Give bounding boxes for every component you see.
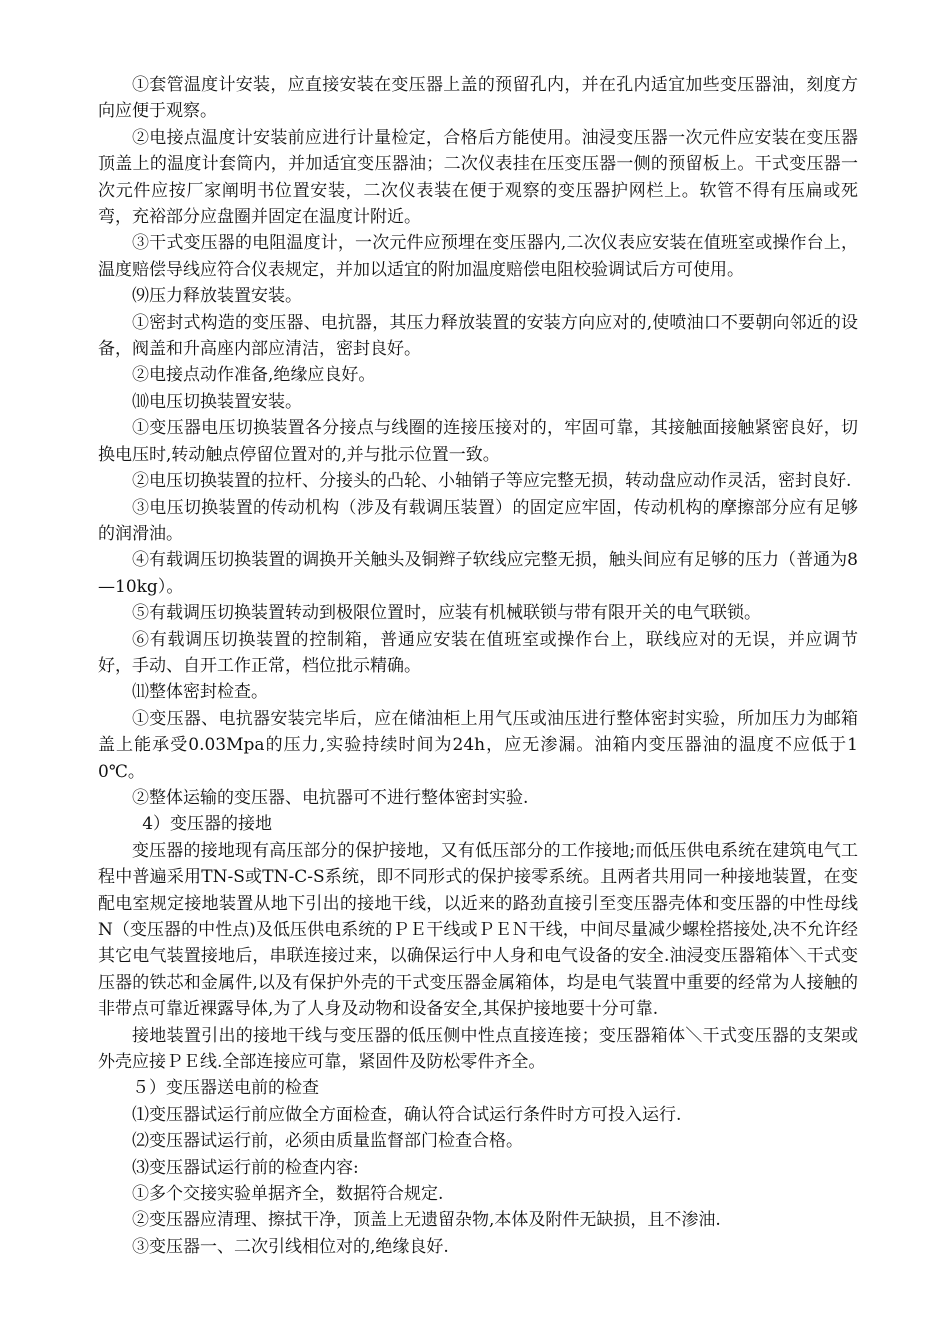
paragraph-grounding-2: 接地装置引出的接地干线与变压器的低压侧中性点直接连接；变压器箱体＼干式变压器的支架或外壳应接ＰＥ线.全部连接应可靠，紧固件及防松零件齐全。: [98, 1025, 858, 1073]
paragraph-pressure-relief-1: ①密封式构造的变压器、电抗器，其压力释放装置的安装方向应对的,使喷油口不要朝向邻近的设备，阀盖和升高座内部应清洁，密封良好。: [98, 312, 858, 360]
heading-pressure-relief: ⑼压力释放装置安装。: [132, 286, 302, 307]
paragraph-check-item-2: ②变压器应清理、擦拭干净，顶盖上无遗留杂物,本体及附件无缺损，且不渗油.: [132, 1210, 721, 1231]
paragraph-seal-check-1: ①变压器、电抗器安装完毕后，应在储油柜上用气压或油压进行整体密封实验，所加压力为邮箱盖上能承受0.03Mpa的压力,实验持续时间为24h，应无渗漏。油箱内变压器油的温度不应低于10℃。: [98, 708, 858, 782]
heading-pre-energize-check: ５）变压器送电前的检查: [132, 1078, 319, 1099]
heading-seal-check: ⑾整体密封检查。: [132, 682, 268, 703]
paragraph-voltage-switch-3: ③电压切换装置的传动机构（涉及有载调压装置）的固定应牢固，传动机构的摩擦部分应有足够的润滑油。: [98, 497, 858, 544]
paragraph-voltage-switch-1: ①变压器电压切换装置各分接点与线圈的连接压接对的，牢固可靠，其接触面接触紧密良好，切换电压时,转动触点停留位置对的,并与批示位置一致。: [98, 418, 858, 465]
paragraph-voltage-switch-6: ⑥有载调压切换装置的控制箱，普通应安装在值班室或操作台上，联线应对的无误，并应调节好，手动、自开工作正常，档位批示精确。: [98, 629, 858, 676]
paragraph-grounding-1: 变压器的接地现有高压部分的保护接地，又有低压部分的工作接地;而低压供电系统在建筑电气工程中普遍采用TN-S或TN-C-S系统，即不同形式的保护接零系统。且两者共用同一种接地装置，在变配电室规定接地装置从地下引出的接地干线，以近来的路劲直接引至变压器壳体和变压器的中性母线N（变压器的中性点)及低压供电系统的ＰＥ干线或ＰＥＮ干线，中间尽量减少螺栓搭接处,决不允许经其它电气装置接地后，串联连接过来，以确保运行中人身和电气设备的安全.油浸变压器箱体＼干式变压器的铁芯和金属件,以及有保护外壳的干式变压器金属箱体，均是电气装置中重要的经常为人接触的非带点可靠近裸露导体,为了人身及动物和设备安全,其保护接地要十分可靠.: [98, 840, 858, 1020]
document-page: [98, 72, 858, 1260]
paragraph-check-item-1: ①多个交接实验单据齐全，数据符合规定.: [132, 1184, 444, 1205]
heading-grounding: 4）变压器的接地: [142, 814, 273, 835]
paragraph-check-3: ⑶变压器试运行前的检查内容:: [132, 1157, 359, 1178]
paragraph-contact-thermometer: ②电接点温度计安装前应进行计量检定，合格后方能使用。油浸变压器一次元件应安装在变压器顶盖上的温度计套筒内，并加适宜变压器油；二次仪表挂在压变压器一侧的预留板上。干式变压器一次元件应按厂家阐明书位置安装，二次仪表装在便于观察的变压器护网栏上。软管不得有压扁或死弯，充裕部分应盘圈并固定在温度计附近。: [98, 127, 858, 228]
paragraph-check-1: ⑴变压器试运行前应做全方面检查，确认符合试运行条件时方可投入运行.: [132, 1104, 682, 1125]
paragraph-voltage-switch-5: ⑤有载调压切换装置转动到极限位置时，应装有机械联锁与带有限开关的电气联锁。: [132, 603, 761, 624]
paragraph-thermometer-sleeve: ①套管温度计安装，应直接安装在变压器上盖的预留孔内，并在孔内适宜加些变压器油，刻度方向应便于观察。: [98, 75, 858, 122]
paragraph-check-2: ⑵变压器试运行前，必须由质量监督部门检查合格。: [132, 1131, 523, 1152]
paragraph-voltage-switch-2: ②电压切换装置的拉杆、分接头的凸轮、小轴销子等应完整无损，转动盘应动作灵活，密封良好.: [132, 471, 852, 492]
paragraph-pressure-relief-2: ②电接点动作准备,绝缘应良好。: [132, 365, 376, 386]
paragraph-seal-check-2: ②整体运输的变压器、电抗器可不进行整体密封实验.: [132, 787, 529, 808]
paragraph-resistance-thermometer: ③干式变压器的电阻温度计，一次元件应预埋在变压器内,二次仪表应安装在值班室或操作台上，温度赔偿导线应符合仪表规定，并加以适宜的附加温度赔偿电阻校验调试后方可使用。: [98, 233, 858, 280]
paragraph-check-item-3: ③变压器一、二次引线相位对的,绝缘良好.: [132, 1236, 449, 1257]
paragraph-voltage-switch-4: ④有载调压切换装置的调换开关触头及铜辫子软线应完整无损，触头间应有足够的压力（普通为8—10kg）。: [98, 550, 858, 597]
heading-voltage-switch: ⑽电压切换装置安装。: [132, 391, 302, 412]
